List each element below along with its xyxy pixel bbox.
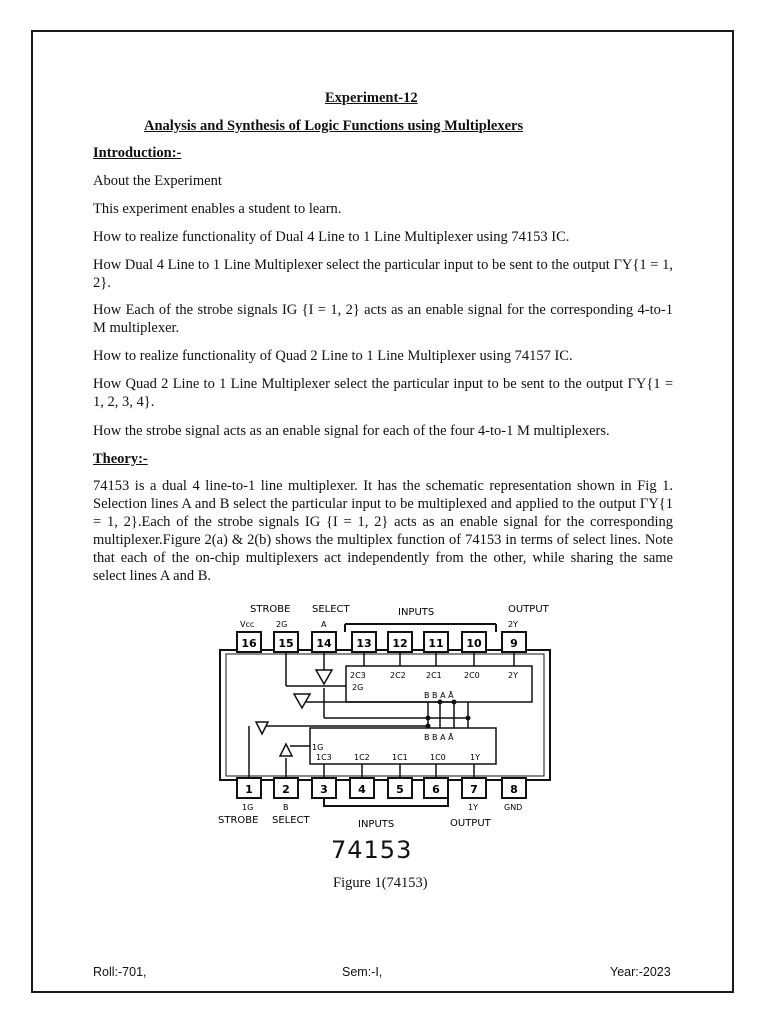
pin-1: 1: [245, 783, 253, 796]
pin-9: 9: [510, 637, 518, 650]
pin-5: 5: [396, 783, 404, 796]
buffer-triangle-2g: [294, 694, 310, 708]
experiment-subtitle: Analysis and Synthesis of Logic Functions using Multiplexers: [144, 118, 524, 134]
chip-part-number: 74153: [331, 836, 413, 864]
upper-selects: B B A Ā: [424, 691, 454, 700]
74153-pinout-diagram: [212, 598, 562, 833]
pin-6: 6: [432, 783, 440, 796]
intro-paragraph-1: About the Experiment: [93, 173, 222, 189]
lower-input-1c3: 1C3: [316, 753, 332, 762]
lower-input-1c2: 1C2: [354, 753, 370, 762]
pin-10: 10: [466, 637, 482, 650]
pin-13: 13: [356, 637, 372, 650]
pin-2: 2: [282, 783, 290, 796]
intro-paragraph-2: This experiment enables a student to learn.: [93, 201, 342, 217]
pin-4: 4: [358, 783, 366, 796]
pin-name-2y: 2Y: [508, 620, 518, 629]
upper-output-2y: 2Y: [508, 671, 518, 680]
buffer-triangle-a: [316, 670, 332, 684]
footer-sem: Sem:-I,: [342, 965, 383, 979]
lower-strobe-1g: 1G: [312, 743, 324, 752]
intro-paragraph-7: How Quad 2 Line to 1 Line Multiplexer select the particular input to be sent to the output ΓY{1 = 1, 2, 3, 4}.: [93, 376, 673, 410]
bottom-header-output: OUTPUT: [450, 818, 491, 829]
pin-name-1y: 1Y: [468, 803, 478, 812]
figure-caption: Figure 1(74153): [333, 875, 428, 891]
bottom-header-select: SELECT: [272, 815, 310, 826]
pin-7: 7: [470, 783, 478, 796]
top-header-output: OUTPUT: [508, 604, 549, 615]
upper-input-2c3: 2C3: [350, 671, 366, 680]
intro-paragraph-6: How to realize functionality of Quad 2 Line to 1 Line Multiplexer using 74157 IC.: [93, 348, 573, 364]
pin-name-1g: 1G: [242, 803, 254, 812]
upper-input-2c2: 2C2: [390, 671, 406, 680]
pin-name-a: A: [321, 620, 327, 629]
upper-input-2c1: 2C1: [426, 671, 442, 680]
upper-strobe-2g: 2G: [352, 683, 364, 692]
intro-paragraph-8: How the strobe signal acts as an enable signal for each of the four 4-to-1 M multiplexers.: [93, 423, 610, 439]
lower-selects: B B A Ā: [424, 733, 454, 742]
intro-paragraph-5: How Each of the strobe signals IG {I = 1, 2} acts as an enable signal for the corresponding 4-to-1 M multiplexer.: [93, 302, 673, 336]
pin-name-vcc: Vcc: [240, 620, 255, 629]
pin-14: 14: [316, 637, 332, 650]
pin-12: 12: [392, 637, 408, 650]
pin-8: 8: [510, 783, 518, 796]
pin-16: 16: [241, 637, 257, 650]
top-header-select: SELECT: [312, 604, 350, 615]
pin-15: 15: [278, 637, 294, 650]
top-header-inputs: INPUTS: [398, 607, 435, 618]
pin-name-2g: 2G: [276, 620, 288, 629]
top-header-strobe: STROBE: [250, 604, 291, 615]
buffer-triangle-b: [256, 722, 268, 734]
experiment-title: Experiment-12: [325, 90, 418, 106]
intro-paragraph-4: How Dual 4 Line to 1 Line Multiplexer select the particular input to be sent to the output ΓY{1 = 1, 2}.: [93, 257, 673, 291]
lower-input-1c0: 1C0: [430, 753, 446, 762]
footer-roll: Roll:-701,: [93, 965, 147, 979]
pin-11: 11: [428, 637, 444, 650]
intro-paragraph-3: How to realize functionality of Dual 4 Line to 1 Line Multiplexer using 74153 IC.: [93, 229, 570, 245]
lower-output-1y: 1Y: [470, 753, 480, 762]
bottom-header-inputs: INPUTS: [358, 819, 395, 830]
pin-3: 3: [320, 783, 328, 796]
bottom-header-strobe: STROBE: [218, 815, 259, 826]
pin-name-b: B: [283, 803, 289, 812]
footer-year: Year:-2023: [610, 965, 671, 979]
theory-heading: Theory:-: [93, 451, 148, 467]
pin-name-gnd: GND: [504, 803, 523, 812]
introduction-heading: Introduction:-: [93, 145, 182, 161]
lower-input-1c1: 1C1: [392, 753, 408, 762]
theory-paragraph: 74153 is a dual 4 line-to-1 line multiplexer. It has the schematic representation shown in Fig 1. Selection lines A and B select the particular input to be multiplexed and applied to the output ΓY{1 = 1, 2}.Each of the strobe signals IG {I = 1, 2} acts as an enable signal for the corresponding multiplexer.Figure 2(a) & 2(b) shows the multiplex function of 74153 in terms of select lines. Note that each of the on-chip multiplexers act independently from the other, while sharing the same select lines A and B.: [93, 478, 673, 584]
upper-input-2c0: 2C0: [464, 671, 480, 680]
